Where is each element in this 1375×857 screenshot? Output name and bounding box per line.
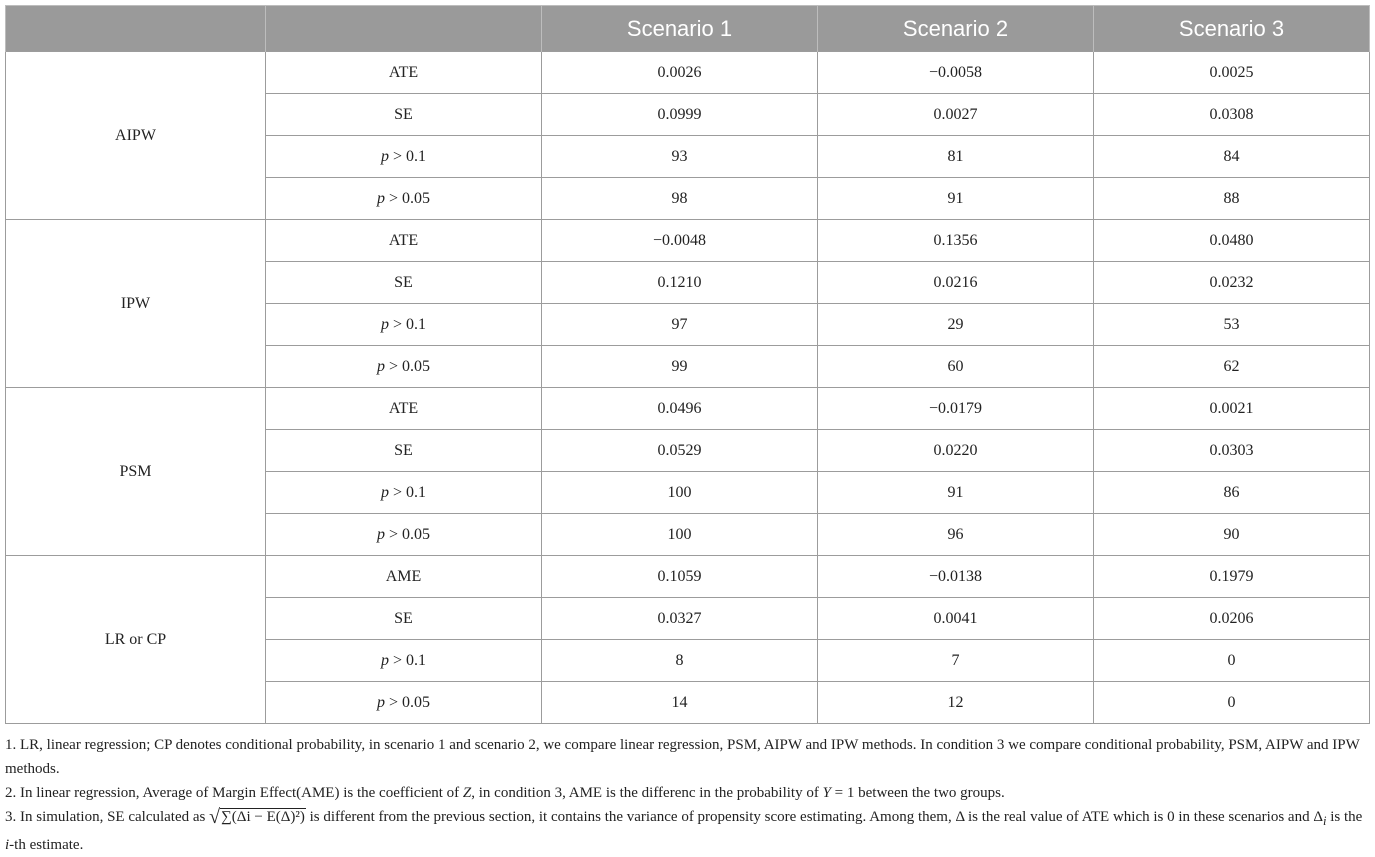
value-cell-scenario-3: 0.0232 [1094,262,1370,304]
value-cell-scenario-1: 0.0026 [542,52,818,94]
value-cell-scenario-3: 0.1979 [1094,556,1370,598]
value-cell-scenario-2: 0.0216 [818,262,1094,304]
metric-p-symbol: p [376,693,385,711]
table-footnotes [5,733,1371,857]
table-body [6,52,1370,724]
metric-cell [266,304,542,346]
value-cell-scenario-2: 0.0041 [818,598,1094,640]
value-cell-scenario-3: 0.0025 [1094,52,1370,94]
footnote-2-var-z: Z [462,785,472,801]
metric-cell: AME [266,556,542,598]
footnote-3-var-i: i [5,837,10,853]
method-name-cell: IPW [6,220,266,388]
metric-p-symbol: p [376,525,385,543]
value-cell-scenario-2: 29 [818,304,1094,346]
footnote-3-text-a: 3. In simulation, SE calculated as [5,809,210,825]
results-table-container [5,5,1369,724]
value-cell-scenario-1: 8 [542,640,818,682]
value-cell-scenario-2: −0.0058 [818,52,1094,94]
value-cell-scenario-1: 99 [542,346,818,388]
results-table [5,5,1370,724]
method-name-cell: PSM [6,388,266,556]
table-row [6,52,1370,94]
metric-cell: SE [266,430,542,472]
value-cell-scenario-1: 0.0999 [542,94,818,136]
value-cell-scenario-3: 86 [1094,472,1370,514]
value-cell-scenario-2: 7 [818,640,1094,682]
value-cell-scenario-3: 62 [1094,346,1370,388]
metric-cell: SE [266,598,542,640]
value-cell-scenario-3: 0 [1094,682,1370,724]
footnote-2-text-a: 2. In linear regression, Average of Margin Effect(AME) is the coefficient of [5,785,463,801]
metric-p-symbol: p [380,483,389,501]
value-cell-scenario-3: 0 [1094,640,1370,682]
value-cell-scenario-1: 100 [542,514,818,556]
value-cell-scenario-2: 12 [818,682,1094,724]
footnote-1: 1. LR, linear regression; CP denotes conditional probability, in scenario 1 and scenario 2, we compare linear regression, PSM, AIPW and IPW methods. In condition 3 we compare conditional probability, PSM, AIPW and IPW methods. [5,737,1360,777]
metric-threshold: > 0.1 [388,147,427,165]
value-cell-scenario-1: 93 [542,136,818,178]
metric-cell [266,640,542,682]
footnote-3-text-b: is different from the previous section, it contains the variance of propensity score estimating. Among them, Δ is the real value of ATE which is 0 in these scenarios and Δ [305,809,1323,825]
header-scenario-2: Scenario 2 [818,6,1094,52]
value-cell-scenario-1: 0.0529 [542,430,818,472]
value-cell-scenario-3: 0.0303 [1094,430,1370,472]
metric-cell [266,514,542,556]
value-cell-scenario-1: 100 [542,472,818,514]
value-cell-scenario-3: 0.0480 [1094,220,1370,262]
metric-threshold: > 0.1 [388,315,427,333]
metric-cell [266,472,542,514]
table-row [6,556,1370,598]
value-cell-scenario-2: −0.0138 [818,556,1094,598]
metric-threshold: > 0.1 [388,651,427,669]
value-cell-scenario-1: 97 [542,304,818,346]
sqrt-formula-body: ∑(Δi − E(Δ)²) [221,809,305,825]
header-method [6,6,266,52]
footnote-2-text-c: = 1 between the two groups. [830,785,1005,801]
value-cell-scenario-2: 91 [818,472,1094,514]
value-cell-scenario-3: 90 [1094,514,1370,556]
metric-cell: SE [266,94,542,136]
footnote-2 [5,781,1371,805]
metric-cell [266,346,542,388]
value-cell-scenario-1: 0.0327 [542,598,818,640]
metric-p-symbol: p [380,315,389,333]
metric-threshold: > 0.05 [384,357,431,375]
value-cell-scenario-2: 81 [818,136,1094,178]
footnote-2-var-y: Y [822,785,831,801]
footnote-2-text-b: , in condition 3, AME is the differenc in the probability of [471,785,823,801]
value-cell-scenario-3: 84 [1094,136,1370,178]
metric-p-symbol: p [376,357,385,375]
method-name-cell: AIPW [6,52,266,220]
value-cell-scenario-1: 14 [542,682,818,724]
value-cell-scenario-1: −0.0048 [542,220,818,262]
metric-cell: SE [266,262,542,304]
metric-cell [266,136,542,178]
table-row [6,220,1370,262]
value-cell-scenario-2: 96 [818,514,1094,556]
metric-cell: ATE [266,220,542,262]
value-cell-scenario-1: 0.1210 [542,262,818,304]
value-cell-scenario-2: 0.0027 [818,94,1094,136]
metric-p-symbol: p [376,189,385,207]
metric-cell [266,682,542,724]
value-cell-scenario-2: 60 [818,346,1094,388]
footnote-3 [5,805,1371,857]
footnote-3-text-d: -th estimate. [9,837,84,853]
header-row [6,6,1370,52]
header-metric [266,6,542,52]
metric-p-symbol: p [380,147,389,165]
table-row [6,388,1370,430]
header-scenario-1: Scenario 1 [542,6,818,52]
value-cell-scenario-3: 0.0308 [1094,94,1370,136]
value-cell-scenario-3: 0.0206 [1094,598,1370,640]
metric-threshold: > 0.05 [384,525,431,543]
metric-threshold: > 0.05 [384,693,431,711]
metric-cell: ATE [266,388,542,430]
sqrt-formula: √∑(Δi − E(Δ)²) [209,806,305,828]
value-cell-scenario-2: 0.1356 [818,220,1094,262]
metric-threshold: > 0.05 [384,189,431,207]
value-cell-scenario-2: −0.0179 [818,388,1094,430]
metric-cell [266,178,542,220]
header-scenario-3: Scenario 3 [1094,6,1370,52]
value-cell-scenario-2: 91 [818,178,1094,220]
value-cell-scenario-3: 88 [1094,178,1370,220]
value-cell-scenario-2: 0.0220 [818,430,1094,472]
value-cell-scenario-1: 0.0496 [542,388,818,430]
metric-cell: ATE [266,52,542,94]
value-cell-scenario-3: 53 [1094,304,1370,346]
metric-threshold: > 0.1 [388,483,427,501]
metric-p-symbol: p [380,651,389,669]
value-cell-scenario-1: 98 [542,178,818,220]
value-cell-scenario-1: 0.1059 [542,556,818,598]
method-name-cell: LR or CP [6,556,266,724]
footnote-3-sub-i: i [1322,814,1327,828]
value-cell-scenario-3: 0.0021 [1094,388,1370,430]
footnote-3-text-c: is the [1326,809,1363,825]
